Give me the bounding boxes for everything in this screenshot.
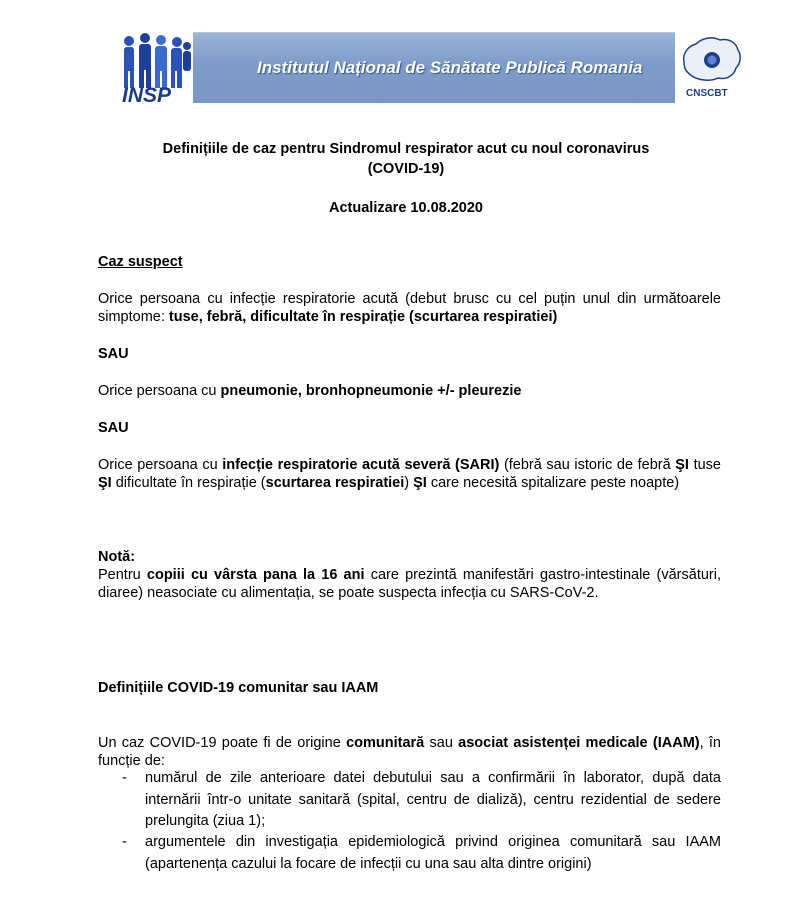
text-run-bold: tuse, febră, dificultate în respirație (scurtarea respiratiei) [168,308,558,325]
institute-name: Institutul Național de Sănătate Publică Romania [257,58,643,77]
text-run: Orice persoana cu infecție respiratorie acută (debut brusc cu cel puțin unul din următoarele simptome: [98,291,721,325]
text-run: care necesită spitalizare peste noapte) [426,474,680,491]
text-run-bold: ŞI [413,474,427,491]
suspect-case-heading: Caz suspect [98,254,183,270]
people-figures-icon [120,32,192,90]
suspect-paragraph-2 [98,383,721,401]
insp-logo-text: INSP [122,84,172,107]
document-title-line2: (COVID-19) [367,161,445,177]
text-run-bold: infecție respiratorie acută severă (SARI) [222,457,500,473]
romania-map-icon [676,32,748,90]
text-run: Orice persoana cu [98,383,221,399]
list-bullet-2: - [122,834,127,850]
text-run: ) [404,474,414,491]
definitions-heading: Definițiile COVID-19 comunitar sau IAAM [98,680,379,696]
text-run-bold: copiii cu vârsta pana la 16 ani [146,567,365,583]
text-run: Orice persoana cu [98,457,223,473]
note-label: Notă: [98,549,136,565]
insp-logo [120,32,195,107]
document-title-line1: Definițiile de caz pentru Sindromul respirator acut cu noul coronavirus [162,141,650,157]
text-run-bold: ŞI [98,474,112,491]
text-run: care prezintă manifestări gastro-intestinale (vărsături, diaree) neasociate cu alimentația, se poate suspecta infecția cu SARS-CoV-2. [98,567,721,601]
or-separator-1: SAU [98,346,129,362]
institute-banner [193,32,675,103]
text-run: , în funcție de: [98,735,721,769]
text-run: (febră sau istoric de febră [499,457,676,473]
update-date: Actualizare 10.08.2020 [329,200,483,216]
suspect-paragraph-3 [98,457,721,492]
text-run: tuse [688,457,721,473]
text-run: sau [424,735,459,751]
list-item-1: numărul de zile anterioare datei debutului sau a confirmării în laborator, după data internării într-o unitate sanitară (spital, centru de dializă), centru rezidential de sedere prelungita (ziua 1); [145,770,721,829]
note-paragraph [98,567,721,602]
or-separator-2: SAU [98,420,129,436]
text-run-bold: comunitară [346,735,425,751]
text-run-bold: pneumonie, bronhopneumonie +/- pleurezie [220,383,522,399]
list-item-2: argumentele din investigația epidemiologică privind originea comunitară sau IAAM (apartenența cazului la focare de infecții cu una sau alta dintre origini) [145,834,721,872]
text-run-bold: asociat asistenței medicale (IAAM) [458,735,700,751]
text-run: Un caz COVID-19 poate fi de origine [98,735,347,751]
suspect-paragraph-1 [98,291,721,326]
text-run: dificultate în respirație ( [111,474,266,491]
text-run-bold: ŞI [675,457,689,473]
cnscbt-logo-text: CNSCBT [686,88,728,99]
cnscbt-logo [676,32,748,102]
text-run-bold: scurtarea respiratiei [265,474,405,491]
list-bullet-1: - [122,770,127,786]
text-run: Pentru [98,567,147,583]
definitions-paragraph [98,735,721,770]
